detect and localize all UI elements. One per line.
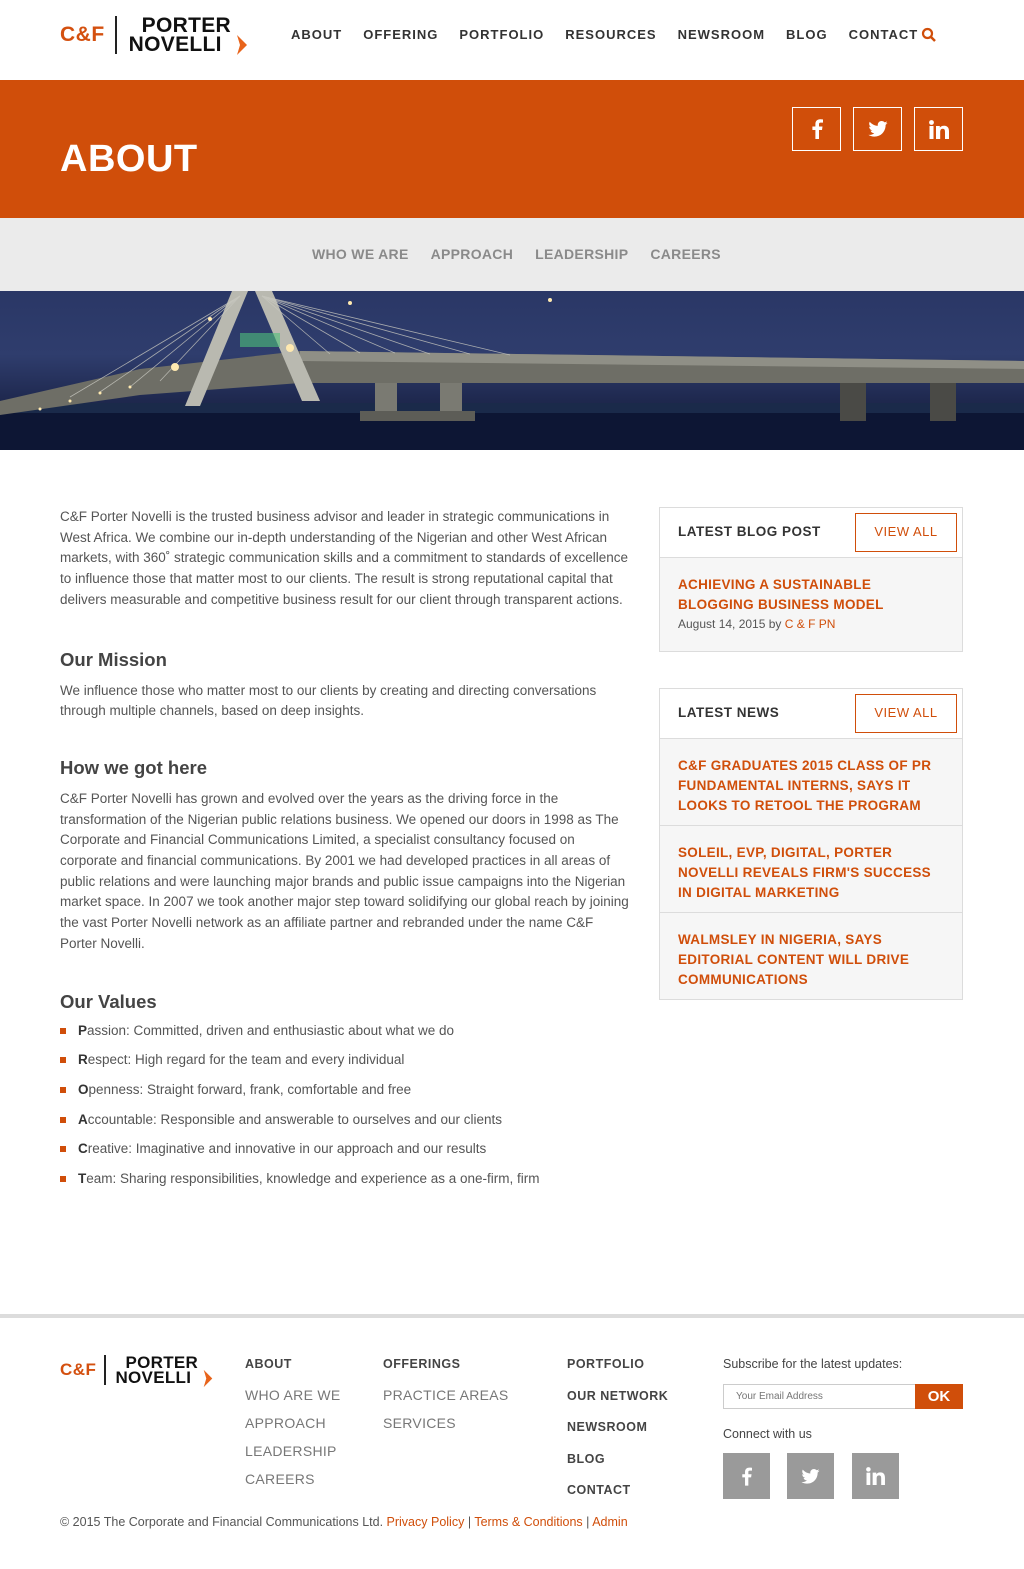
logo-line1: PORTER xyxy=(141,14,231,37)
footer-link-portfolio[interactable]: PORTFOLIO xyxy=(567,1357,645,1371)
mission-heading: Our Mission xyxy=(60,648,167,670)
news-item[interactable] xyxy=(660,913,962,999)
admin-link[interactable]: Admin xyxy=(592,1515,628,1529)
footer-link-practice-areas[interactable]: PRACTICE AREAS xyxy=(383,1387,509,1403)
footer-logo-line1: PORTER xyxy=(125,1353,199,1372)
blog-post-meta: August 14, 2015 by C & F PN xyxy=(678,617,836,631)
value-item: Openness: Straight forward, frank, comfortable and free xyxy=(60,1082,630,1112)
footer-link-our-network[interactable]: OUR NETWORK xyxy=(567,1388,669,1403)
connect-label: Connect with us xyxy=(723,1427,812,1441)
subscribe-ok-button[interactable]: OK xyxy=(915,1384,963,1409)
page-title: ABOUT xyxy=(60,138,198,180)
footer-twitter-button[interactable] xyxy=(787,1453,834,1499)
footer-logo[interactable] xyxy=(60,1355,214,1385)
footer-logo-porter-novelli xyxy=(115,1355,198,1385)
blog-post-author[interactable]: C & F PN xyxy=(784,617,836,631)
latest-blog-title: LATEST BLOG POST xyxy=(678,524,821,539)
page-banner xyxy=(0,80,1024,218)
twitter-button[interactable] xyxy=(853,107,902,151)
facebook-button[interactable] xyxy=(792,107,841,151)
footer-facebook-button[interactable] xyxy=(723,1453,770,1499)
intro-paragraph: C&F Porter Novelli is the trusted business advisor and leader in strategic communications in West Africa. We combine our in-depth understanding of the Nigerian and other West African markets, with 360˚ strategic communication skills and a commitment to standards of excellence to influence those that matter most to our clients. The result is strong reputational capital that delivers measurable and competitive business result for our client through transparent actions. xyxy=(60,509,628,607)
latest-blog-box xyxy=(659,507,963,652)
linkedin-icon xyxy=(866,1467,885,1485)
blog-post-link[interactable]: ACHIEVING A SUSTAINABLE BLOGGING BUSINESS MODEL xyxy=(678,577,884,612)
logo-line2: NOVELLI xyxy=(128,33,222,56)
about-content xyxy=(60,507,630,1201)
link-separator: | xyxy=(586,1515,590,1529)
copyright-bar xyxy=(60,1515,628,1529)
linkedin-icon xyxy=(929,120,949,139)
blog-post-item xyxy=(660,558,962,651)
footer-link-approach[interactable]: APPROACH xyxy=(245,1415,326,1431)
email-input[interactable] xyxy=(723,1384,916,1409)
news-item[interactable] xyxy=(660,739,962,826)
footer-link-careers[interactable]: CAREERS xyxy=(245,1471,315,1487)
footer-link-contact[interactable]: CONTACT xyxy=(567,1483,631,1497)
hero-bridge-image xyxy=(0,291,1024,450)
news-item-title[interactable]: C&F GRADUATES 2015 CLASS OF PR FUNDAMENTAL INTERNS, SAYS IT LOOKS TO RETOOL THE PROGRAM xyxy=(678,758,932,813)
main-nav xyxy=(291,27,939,42)
values-heading: Our Values xyxy=(60,990,157,1012)
latest-news-title: LATEST NEWS xyxy=(678,705,780,720)
nav-newsroom[interactable]: NEWSROOM xyxy=(677,27,766,42)
news-item[interactable] xyxy=(660,826,962,913)
footer-col-misc xyxy=(567,1357,668,1515)
terms-link[interactable]: Terms & Conditions xyxy=(474,1515,583,1529)
footer-link-leadership[interactable]: LEADERSHIP xyxy=(245,1443,337,1459)
logo-cf-text: C&F xyxy=(60,23,105,46)
value-item: Accountable: Responsible and answerable to ourselves and our clients xyxy=(60,1112,630,1142)
linkedin-button[interactable] xyxy=(914,107,963,151)
footer-col-offerings xyxy=(383,1357,509,1443)
news-item-title[interactable]: SOLEIL, EVP, DIGITAL, PORTER NOVELLI REVEALS FIRM'S SUCCESS IN DIGITAL MARKETING xyxy=(678,845,931,900)
footer-link-who-are-we[interactable]: WHO ARE WE xyxy=(245,1387,341,1403)
footer-linkedin-button[interactable] xyxy=(852,1453,899,1499)
footer-offerings-head[interactable]: OFFERINGS xyxy=(383,1357,461,1371)
history-paragraph: C&F Porter Novelli has grown and evolved over the years as the driving force in the transformation of the Nigerian public relations business. We opened our doors in 1998 as The Corporate and Financial Communications Limited, a specialist consultancy focused on corporate and financial communications. By 2001 we had developed practices in all areas of public relations and were launching major brands and public issue campaigns into the Nigerian market space. In 2007 we took another major step toward solidifying our global reach by joining the vast Porter Novelli network as an affiliate partner and rebranded under the name C&F Porter Novelli. xyxy=(60,790,629,951)
about-subnav xyxy=(0,218,1024,291)
nav-offering[interactable]: OFFERING xyxy=(363,27,439,42)
history-heading: How we got here xyxy=(60,756,207,778)
footer-link-newsroom[interactable]: NEWSROOM xyxy=(567,1420,648,1434)
subnav-who-we-are[interactable]: WHO WE ARE xyxy=(312,246,409,262)
copyright-text: © 2015 The Corporate and Financial Communications Ltd. xyxy=(60,1515,384,1529)
news-item-title[interactable]: WALMSLEY IN NIGERIA, SAYS EDITORIAL CONTENT WILL DRIVE COMMUNICATIONS xyxy=(678,932,910,987)
link-separator: | xyxy=(467,1515,472,1529)
footer-link-services[interactable]: SERVICES xyxy=(383,1415,456,1431)
nav-contact[interactable]: CONTACT xyxy=(848,27,919,42)
values-list xyxy=(60,1023,630,1201)
logo-porter-novelli xyxy=(129,16,231,54)
nav-resources[interactable]: RESOURCES xyxy=(565,27,657,42)
site-header xyxy=(0,0,1024,80)
nav-about[interactable]: ABOUT xyxy=(291,27,343,42)
value-item: Team: Sharing responsibilities, knowledge and experience as a one-firm, firm xyxy=(60,1171,630,1201)
footer-logo-chevron-icon xyxy=(202,1369,214,1388)
value-item: Creative: Imaginative and innovative in our approach and our results xyxy=(60,1141,630,1171)
subnav-approach[interactable]: APPROACH xyxy=(430,246,514,262)
facebook-icon xyxy=(811,119,823,139)
facebook-icon xyxy=(741,1467,752,1486)
twitter-icon xyxy=(801,1469,820,1484)
footer-link-blog[interactable]: BLOG xyxy=(567,1451,606,1466)
footer-logo-divider xyxy=(104,1355,106,1385)
logo-chevron-icon xyxy=(235,34,249,56)
subnav-leadership[interactable]: LEADERSHIP xyxy=(535,246,629,262)
privacy-policy-link[interactable]: Privacy Policy xyxy=(386,1515,465,1529)
footer-about-head[interactable]: ABOUT xyxy=(245,1357,292,1371)
news-view-all-button[interactable]: VIEW ALL xyxy=(855,694,957,733)
logo-divider xyxy=(115,16,117,54)
nav-blog[interactable]: BLOG xyxy=(786,27,828,42)
twitter-icon xyxy=(868,121,888,137)
latest-news-box xyxy=(659,688,963,1000)
mission-paragraph: We influence those who matter most to our clients by creating and directing conversations through multiple channels, based on deep insights. xyxy=(60,682,597,719)
value-item: Passion: Committed, driven and enthusiastic about what we do xyxy=(60,1023,630,1053)
nav-portfolio[interactable]: PORTFOLIO xyxy=(459,27,545,42)
blog-view-all-button[interactable]: VIEW ALL xyxy=(855,513,957,552)
footer-logo-cf: C&F xyxy=(60,1360,97,1379)
subnav-careers[interactable]: CAREERS xyxy=(650,246,721,262)
footer-logo-line2: NOVELLI xyxy=(115,1368,192,1387)
value-item: Respect: High regard for the team and every individual xyxy=(60,1052,630,1082)
footer-col-about xyxy=(245,1357,341,1499)
subscribe-label: Subscribe for the latest updates: xyxy=(723,1357,903,1371)
bridge-illustration xyxy=(0,291,1024,450)
search-icon[interactable] xyxy=(921,27,937,43)
site-logo[interactable] xyxy=(60,16,249,54)
footer-divider xyxy=(0,1314,1024,1318)
